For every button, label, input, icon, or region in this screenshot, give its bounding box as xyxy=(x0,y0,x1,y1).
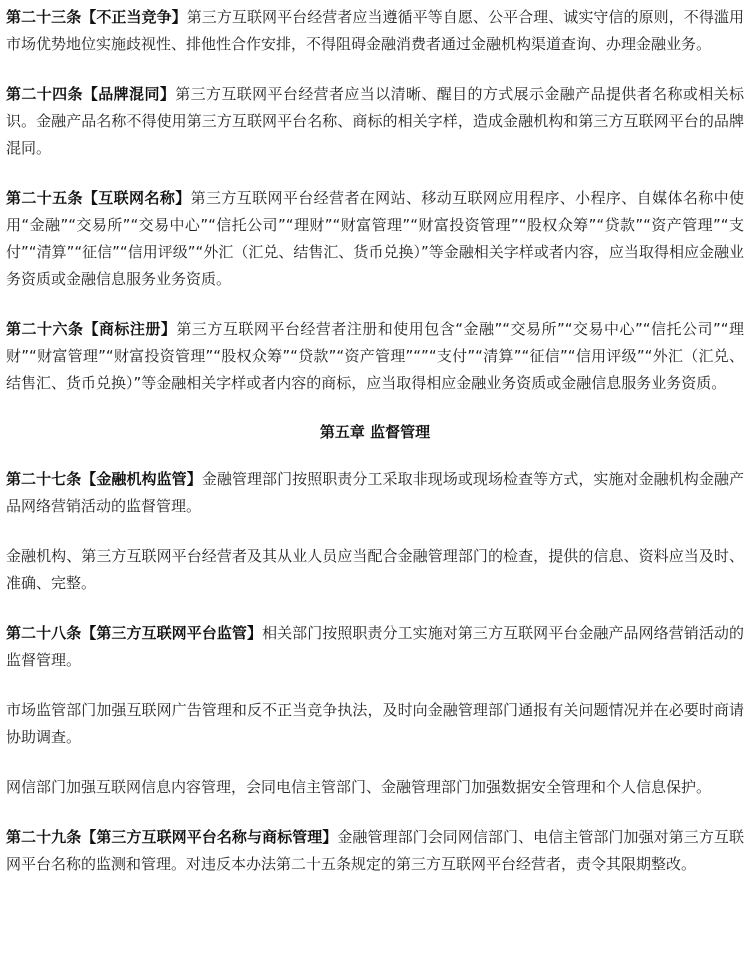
article-26 xyxy=(6,316,744,397)
article-27-paragraph-2: 金融机构、第三方互联网平台经营者及其从业人员应当配合金融管理部门的检查，提供的信息、资料应当及时、准确、完整。 xyxy=(6,547,744,592)
article-24 xyxy=(6,81,744,162)
article-28-paragraph-2: 市场监管部门加强互联网广告管理和反不正当竞争执法，及时向金融管理部门通报有关问题情况并在必要时商请协助调查。 xyxy=(6,701,744,746)
article-26-title: 第二十六条【商标注册】 xyxy=(6,320,177,338)
article-28-text: 相关部门按照职责分工实施对第三方互联网平台金融产品网络营销活动的监督管理。 xyxy=(6,624,744,669)
article-24-title: 第二十四条【品牌混同】 xyxy=(6,85,176,103)
article-29-text: 金融管理部门会同网信部门、电信主管部门加强对第三方互联网平台名称的监测和管理。对违反本办法第二十五条规定的第三方互联网平台经营者，责令其限期整改。 xyxy=(6,828,744,873)
chapter-heading: 第五章 监督管理 xyxy=(319,423,431,441)
article-27-text: 金融管理部门按照职责分工采取非现场或现场检查等方式，实施对金融机构金融产品网络营销活动的监督管理。 xyxy=(6,470,744,515)
article-24-text: 第三方互联网平台经营者应当以清晰、醒目的方式展示金融产品提供者名称或相关标识。金融产品名称不得使用第三方互联网平台名称、商标的相关字样，造成金融机构和第三方互联网平台的品牌混同。 xyxy=(6,85,744,157)
article-29-title: 第二十九条【第三方互联网平台名称与商标管理】 xyxy=(6,828,338,846)
article-25-text: 第三方互联网平台经营者在网站、移动互联网应用程序、小程序、自媒体名称中使用“金融”“交易所”“交易中心”“信托公司”“理财”“财富管理”“财富投资管理”“股权众筹”“贷款”“资产管理”“支付”“清算”“征信”“信用评级”“外汇（汇兑、结售汇、货币兑换）”等金融相关字样或者内容，应当取得相应金融业务资质或金融信息服务业务资质。 xyxy=(6,189,744,288)
article-27 xyxy=(6,466,744,520)
article-25 xyxy=(6,185,744,293)
article-29 xyxy=(6,824,744,878)
article-27-title: 第二十七条【金融机构监管】 xyxy=(6,470,202,488)
article-28 xyxy=(6,620,744,674)
regulation-document xyxy=(6,4,744,878)
article-23 xyxy=(6,4,744,58)
article-25-title: 第二十五条【互联网名称】 xyxy=(6,189,191,207)
article-26-text: 第三方互联网平台经营者注册和使用包含“金融”“交易所”“交易中心”“信托公司”“理财”“财富管理”“财富投资管理”“股权众筹”“贷款”“资产管理”“”“支付”“清算”“征信”“信用评级”“外汇（汇兑、结售汇、货币兑换）”等金融相关字样或者内容的商标，应当取得相应金融业务资质或金融信息服务业务资质。 xyxy=(6,320,744,392)
article-23-text: 第三方互联网平台经营者应当遵循平等自愿、公平合理、诚实守信的原则，不得滥用市场优势地位实施歧视性、排他性合作安排，不得阻碍金融消费者通过金融机构渠道查询、办理金融业务。 xyxy=(6,8,744,53)
article-23-title: 第二十三条【不正当竞争】 xyxy=(6,8,187,26)
article-28-title: 第二十八条【第三方互联网平台监管】 xyxy=(6,624,263,642)
article-28-paragraph-3: 网信部门加强互联网信息内容管理，会同电信主管部门、金融管理部门加强数据安全管理和个人信息保护。 xyxy=(6,778,712,796)
